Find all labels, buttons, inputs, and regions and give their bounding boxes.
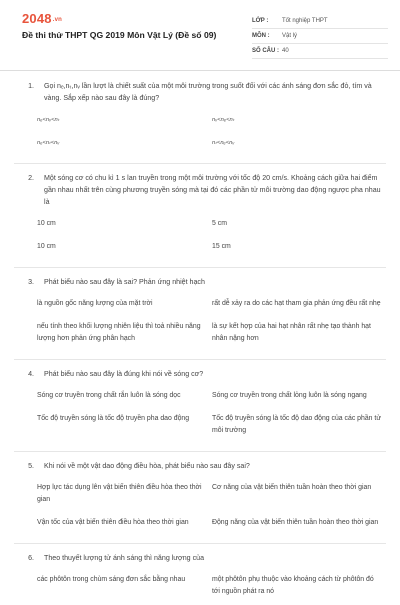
answer-option[interactable]: Tốc độ truyền sóng là tốc độ dao động của các phần tử môi trường bbox=[212, 415, 381, 434]
question-number: 5. bbox=[28, 462, 34, 470]
question-item bbox=[0, 368, 386, 452]
answer-option[interactable]: nₑ<nᵥ<nₜ bbox=[37, 117, 60, 123]
meta-row-subject bbox=[252, 29, 388, 44]
answer-option[interactable]: 10 cm bbox=[37, 220, 56, 227]
answer-option[interactable]: 5 cm bbox=[212, 220, 227, 227]
answer-options bbox=[37, 294, 386, 352]
question-divider bbox=[14, 543, 386, 544]
question-item bbox=[0, 80, 386, 164]
page-header bbox=[0, 0, 400, 71]
meta-key: MÔN : bbox=[252, 33, 270, 39]
question-text: Khi nói về một vật dao động điều hòa, phát biểu nào sau đây sai? bbox=[44, 462, 250, 470]
question-text: Phát biểu nào sau đây là sai? Phản ứng nhiệt hạch bbox=[44, 278, 205, 286]
meta-value: Tốt nghiệp THPT bbox=[282, 18, 328, 24]
answer-option[interactable]: Sóng cơ truyền trong chất rắn luôn là sóng dọc bbox=[37, 392, 181, 399]
answer-options bbox=[37, 110, 386, 156]
answer-option[interactable]: một phôtôn phụ thuộc vào khoảng cách từ phôtôn đó tới nguồn phát ra nó bbox=[212, 576, 374, 595]
question-item bbox=[0, 552, 386, 605]
question-list bbox=[0, 80, 400, 605]
exam-title: Đề thi thử THPT QG 2019 Môn Vật Lý (Đề số 09) bbox=[22, 30, 217, 40]
logo-suffix: .vn bbox=[52, 16, 63, 23]
answer-option[interactable]: 15 cm bbox=[212, 243, 231, 250]
answer-option[interactable]: nₜ<nₑ<nᵥ bbox=[212, 140, 235, 146]
answer-option[interactable]: Tốc độ truyền sóng là tốc độ truyền pha dao động bbox=[37, 415, 190, 422]
answer-options bbox=[37, 478, 386, 536]
question-text: Phát biểu nào sau đây là đúng khi nói về sóng cơ? bbox=[44, 370, 204, 378]
answer-options bbox=[37, 386, 386, 444]
answer-option[interactable]: Động năng của vật biến thiên tuần hoàn theo thời gian bbox=[212, 519, 379, 526]
question-text: Gọi nₑ,nₜ,nᵥ lần lượt là chiết suất của một môi trường trong suốt đối với các ánh sáng đơn sắc đỏ, tím và vàng. Sắp xếp nào sau đây là đúng? bbox=[44, 82, 372, 102]
answer-option[interactable]: 10 cm bbox=[37, 243, 56, 250]
answer-option[interactable]: Vận tốc của vật biến thiên điều hòa theo thời gian bbox=[37, 519, 189, 526]
question-text: Một sóng cơ có chu kì 1 s lan truyền trong một môi trường với tốc độ 20 cm/s. Khoảng cách giữa hai điểm gần nhau nhất trên cùng phương truyền sóng mà tại đó các phần tử môi trường dao động ngược pha nhau là bbox=[44, 174, 381, 206]
question-header bbox=[0, 460, 386, 472]
question-item bbox=[0, 460, 386, 544]
question-number: 4. bbox=[28, 370, 34, 378]
question-divider bbox=[14, 359, 386, 360]
question-text: Theo thuyết lượng tử ánh sáng thì năng lượng của bbox=[44, 554, 205, 562]
answer-option[interactable]: rất dễ xảy ra do các hạt tham gia phản ứng đều rất nhẹ bbox=[212, 300, 381, 307]
question-header bbox=[0, 552, 386, 564]
question-divider bbox=[14, 267, 386, 268]
question-header bbox=[0, 276, 386, 288]
question-header bbox=[0, 80, 386, 104]
question-number: 6. bbox=[28, 554, 34, 562]
answer-option[interactable]: là nguồn gốc năng lượng của mặt trời bbox=[37, 300, 153, 307]
question-item bbox=[0, 276, 386, 360]
question-item bbox=[0, 172, 386, 268]
question-header bbox=[0, 172, 386, 208]
question-header bbox=[0, 368, 386, 380]
meta-value: Vật lý bbox=[282, 33, 298, 39]
question-number: 3. bbox=[28, 278, 34, 286]
meta-key: SỐ CÂU : bbox=[252, 48, 279, 54]
meta-value: 40 bbox=[282, 48, 289, 54]
logo-text: 2048 bbox=[22, 11, 52, 26]
meta-row-class bbox=[252, 14, 388, 29]
site-logo[interactable] bbox=[22, 11, 62, 26]
question-number: 2. bbox=[28, 174, 34, 182]
answer-option[interactable]: Sóng cơ truyền trong chất lỏng luôn là sóng ngang bbox=[212, 392, 367, 399]
meta-key: LỚP : bbox=[252, 18, 269, 24]
answer-option[interactable]: là sự kết hợp của hai hạt nhân rất nhẹ tạo thành hạt nhân nặng hơn bbox=[212, 323, 371, 342]
question-number: 1. bbox=[28, 82, 34, 90]
answer-option[interactable]: nᵥ<nₑ<nₜ bbox=[212, 117, 235, 123]
answer-option[interactable]: các phôtôn trong chùm sáng đơn sắc bằng nhau bbox=[37, 576, 186, 583]
answer-option[interactable]: nₑ<nₜ<nᵥ bbox=[37, 140, 60, 146]
answer-option[interactable]: Hợp lực tác dụng lên vật biến thiên điều hòa theo thời gian bbox=[37, 484, 202, 503]
answer-option[interactable]: nếu tính theo khối lượng nhiên liệu thì toả nhiều năng lượng hơn phản ứng phân hạch bbox=[37, 323, 201, 342]
meta-row-count bbox=[252, 44, 388, 59]
answer-option[interactable]: Cơ năng của vật biến thiên tuần hoàn theo thời gian bbox=[212, 484, 372, 491]
exam-meta bbox=[252, 14, 388, 59]
question-divider bbox=[14, 451, 386, 452]
answer-options bbox=[37, 214, 386, 260]
question-divider bbox=[14, 163, 386, 164]
